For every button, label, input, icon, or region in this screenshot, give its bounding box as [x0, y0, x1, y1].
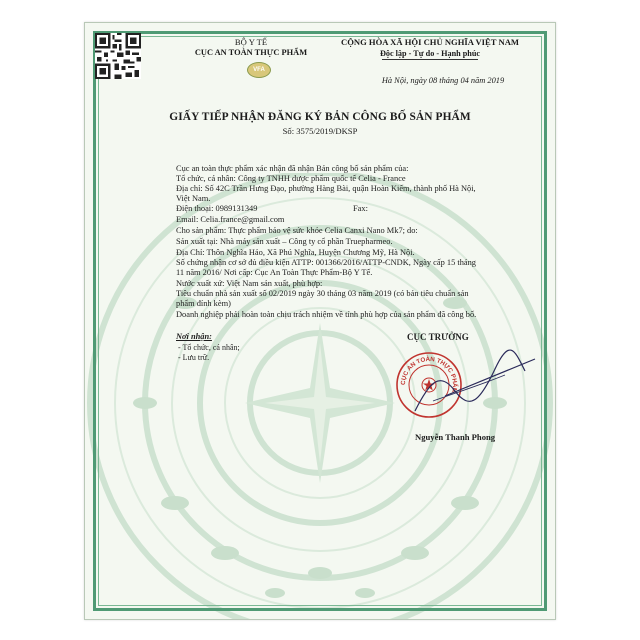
- body-line-phone: Điện thoại: 0989131349: [176, 204, 258, 213]
- body-line-responsibility: Doanh nghiệp phải hoàn toàn chịu trách nhiệm về tính phù hợp của sản phẩm đã công bố.: [176, 310, 477, 319]
- body-line-standard: Tiêu chuẩn nhà sản xuất số 02/2019 ngày 30 tháng 03 năm 2019 (có bản tiêu chuẩn sản: [176, 289, 469, 298]
- recipient-item: - Tổ chức, cá nhân;: [178, 343, 240, 352]
- issue-date: Hà Nội, ngày 08 tháng 04 năm 2019: [381, 76, 505, 85]
- body-line-1: Cục an toàn thực phẩm xác nhận đã nhận Bản công bố sản phẩm của:: [176, 164, 409, 173]
- signatory-name: Nguyễn Thanh Phong: [415, 432, 496, 442]
- body-line-fax: Fax:: [353, 204, 368, 213]
- document-title: GIẤY TIẾP NHẬN ĐĂNG KÝ BẢN CÔNG BỐ SẢN PHẨM: [169, 111, 471, 123]
- official-stamp: [385, 341, 555, 429]
- body-line-origin: Nước xuất xứ: Việt Nam sản xuất, phù hợp:: [176, 279, 323, 288]
- stamp-ring-text: CỤC AN TOÀN THỰC PHẨM: [399, 355, 459, 394]
- body-line-2: Tổ chức, cá nhân: Công ty TNHH dược phẩm quốc tế Celia - France: [176, 174, 406, 183]
- certificate-document: [84, 22, 556, 620]
- body-line-standard-cont: phẩm đính kèm): [176, 299, 231, 308]
- body-line-factory-address: Địa Chỉ: Thôn Nghĩa Hảo, Xã Phú Nghĩa, Huyện Chương Mỹ, Hà Nội.: [176, 248, 415, 257]
- body-line-4: Việt Nam.: [176, 194, 211, 203]
- body-line-product: Cho sản phẩm: Thực phẩm bảo vệ sức khỏe Celia Canxi Nano Mk7; do:: [176, 226, 418, 235]
- signatory-title: CỤC TRƯỞNG: [407, 332, 469, 342]
- recipient-item: - Lưu trữ.: [178, 353, 210, 362]
- ministry-name: BỘ Y TẾ: [234, 37, 268, 47]
- body-line-manufacturer: Sản xuất tại: Nhà máy sản xuất – Công ty cổ phần Truepharmeo.: [176, 237, 393, 246]
- nation-name: CỘNG HÒA XÃ HỘI CHỦ NGHĨA VIỆT NAM: [340, 37, 520, 47]
- motto: Độc lập - Tự do - Hạnh phúc: [379, 49, 481, 58]
- body-line-email: Email: Celia.france@gmail.com: [176, 215, 285, 224]
- recipients-heading: Nơi nhận:: [176, 332, 212, 341]
- issuer-block: [181, 37, 321, 57]
- body-line-cert: Số chứng nhận cơ sở đủ điều kiện ATTP: 001366/2016/ATTP-CNDK, Ngày cấp 15 tháng: [176, 258, 476, 267]
- body-line-cert-issuer: 11 năm 2016/ Nơi cấp: Cục An Toàn Thực Phẩm-Bộ Y Tế.: [176, 268, 373, 277]
- department-name: CỤC AN TOÀN THỰC PHẨM: [194, 48, 308, 57]
- motto-underline: [382, 59, 478, 60]
- body-line-3: Địa chỉ: Số 42C Trần Hưng Đạo, phường Hàng Bài, quận Hoàn Kiếm, thành phố Hà Nội,: [176, 184, 476, 193]
- nation-block: [315, 37, 545, 60]
- vfa-logo-icon: VFA: [247, 62, 271, 78]
- document-number: Số: 3575/2019/DKSP: [282, 126, 358, 136]
- qr-code-icon: [95, 33, 141, 79]
